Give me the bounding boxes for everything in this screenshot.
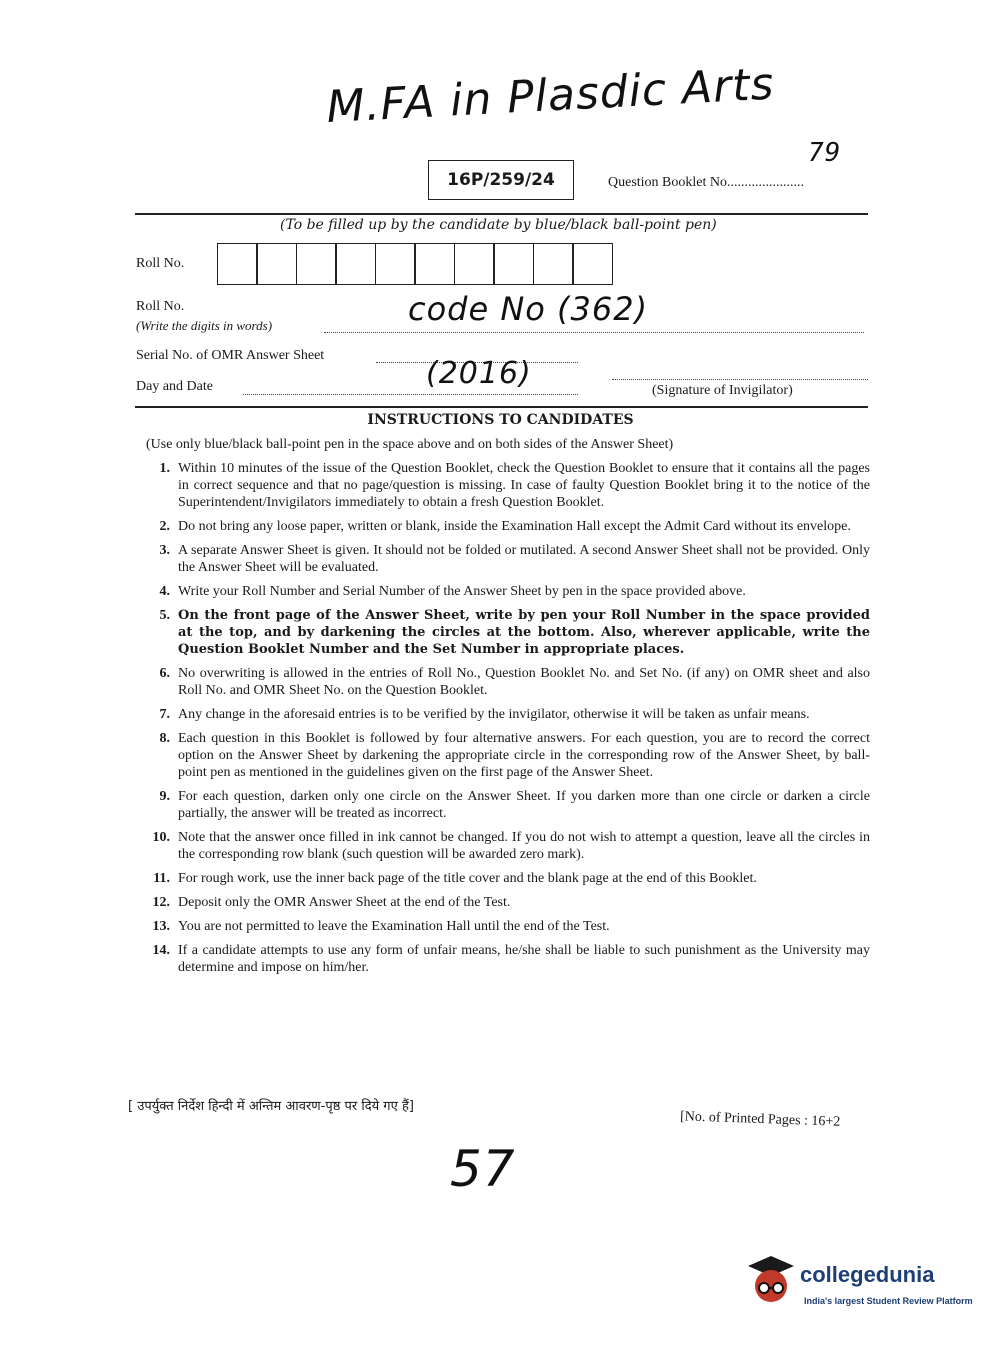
handwritten-title: M.FA in Plasdic Arts [325, 58, 776, 133]
roll-box[interactable] [335, 243, 376, 285]
instruction-text: Do not bring any loose paper, written or blank, inside the Examination Hall except the Admit Card without its envelope. [178, 519, 851, 534]
instruction-number: 10. [152, 830, 170, 845]
instruction-number: 1. [159, 461, 170, 476]
instruction-text: Write your Roll Number and Serial Number of the Answer Sheet by pen in the space provided above. [178, 584, 746, 599]
roll-box[interactable] [533, 243, 574, 285]
printed-pages: [No. of Printed Pages : 16+2 [679, 1109, 841, 1130]
instruction-number: 7. [159, 707, 170, 722]
signature-line[interactable] [612, 379, 868, 380]
instruction-number: 5. [159, 608, 170, 623]
top-rule [135, 213, 868, 215]
instruction-number: 12. [152, 895, 170, 910]
instruction-text: If a candidate attempts to use any form of unfair means, he/she shall be liable to such punishment as the University may determine and impose on him/her. [178, 943, 870, 975]
collegedunia-tagline: India's largest Student Review Platform [804, 1296, 973, 1306]
instruction-item [130, 730, 870, 781]
instruction-item [130, 542, 870, 576]
mid-rule [135, 406, 868, 408]
instruction-text: You are not permitted to leave the Examination Hall until the end of the Test. [178, 919, 610, 934]
serial-label: Serial No. of OMR Answer Sheet [136, 348, 325, 363]
instruction-item [130, 870, 870, 887]
roll-box[interactable] [493, 243, 534, 285]
instruction-number: 3. [159, 543, 170, 558]
instruction-item [130, 518, 870, 535]
roll-no-words-label: Roll No. [136, 299, 185, 314]
instruction-text: For each question, darken only one circle on the Answer Sheet. If you darken more than one circle or darken a circle partially, the answer will be treated as incorrect. [178, 789, 870, 821]
instructions-subtitle: (Use only blue/black ball-point pen in the space above and on both sides of the Answer Sheet) [146, 437, 674, 452]
instruction-item [130, 788, 870, 822]
instruction-number: 13. [152, 919, 170, 934]
roll-box[interactable] [414, 243, 455, 285]
instruction-number: 8. [159, 731, 170, 746]
instruction-item [130, 583, 870, 600]
instruction-text: Within 10 minutes of the issue of the Question Booklet, check the Question Booklet to ensure that it contains all the pages in correct sequence and that no page/question is missing. In case of faulty Question Booklet bring it to the notice of the Superintendent/Invigilators immediately to obtain a fresh Question Booklet. [178, 461, 870, 510]
instruction-text: Note that the answer once filled in ink cannot be changed. If you do not wish to attempt a question, leave all the circles in the corresponding row blank (such question will be awarded zero mark). [178, 830, 870, 862]
instruction-text: No overwriting is allowed in the entries of Roll No., Question Booklet No. and Set No. (if any) on OMR sheet and also Roll No. and OMR Sheet No. on the Question Booklet. [178, 666, 870, 698]
instruction-number: 6. [159, 666, 170, 681]
date-handwritten: (2016) [426, 356, 532, 391]
instruction-text: Deposit only the OMR Answer Sheet at the end of the Test. [178, 895, 511, 910]
fill-note: (To be filled up by the candidate by blue/black ball-point pen) [280, 217, 717, 233]
instruction-text: A separate Answer Sheet is given. It should not be folded or mutilated. A second Answer Sheet shall not be provided. Only the Answer Sheet will be evaluated. [178, 543, 870, 575]
instruction-number: 14. [152, 943, 170, 958]
roll-no-words-sub: (Write the digits in words) [136, 318, 273, 333]
roll-box[interactable] [296, 243, 337, 285]
instruction-item [130, 894, 870, 911]
instruction-number: 11. [153, 871, 170, 886]
roll-box[interactable] [375, 243, 416, 285]
instruction-item [130, 706, 870, 723]
handwritten-number: 79 [808, 138, 842, 168]
date-line[interactable] [243, 394, 578, 395]
instruction-text: Each question in this Booklet is followed by four alternative answers. For each question, you are to record the correct option on the Answer Sheet by darkening the appropriate circle in the corresponding row of the Answer Sheet, by ball-point pen as mentioned in the guidelines given on the first page of the Answer Sheet. [178, 731, 870, 780]
instruction-item [130, 607, 870, 658]
collegedunia-logo-text: collegedunia [800, 1262, 935, 1287]
roll-words-handwritten: code No (362) [408, 290, 649, 328]
instruction-item [130, 665, 870, 699]
instruction-number: 9. [159, 789, 170, 804]
collegedunia-mascot-icon [742, 1252, 800, 1310]
handwritten-57: 57 [450, 1140, 516, 1198]
instruction-item [130, 942, 870, 976]
instruction-text: On the front page of the Answer Sheet, write by pen your Roll Number in the space provided at the top, and by darkening the circles at the bottom. Also, wherever applicable, write the Question Booklet Number and the Set Number in appropriate places. [178, 608, 870, 657]
question-booklet-label: Question Booklet No...................... [608, 175, 804, 190]
signature-label: (Signature of Invigilator) [652, 383, 793, 398]
roll-words-line[interactable] [324, 332, 864, 333]
roll-box[interactable] [454, 243, 495, 285]
instruction-item [130, 918, 870, 935]
roll-no-boxes[interactable] [218, 243, 613, 285]
roll-box[interactable] [256, 243, 297, 285]
roll-box[interactable] [217, 243, 258, 285]
instruction-number: 2. [159, 519, 170, 534]
date-label: Day and Date [136, 379, 213, 394]
roll-no-label: Roll No. [136, 256, 185, 271]
roll-box[interactable] [572, 243, 613, 285]
instruction-number: 4. [159, 584, 170, 599]
instruction-text: Any change in the aforesaid entries is to be verified by the invigilator, otherwise it will be taken as unfair means. [178, 707, 810, 722]
booklet-code: 16P/259/24 [428, 160, 574, 200]
hindi-note: [ उपर्युक्त निर्देश हिन्दी में अन्तिम आवरण-पृष्ठ पर दिये गए हैं] [128, 1099, 414, 1114]
instruction-item [130, 460, 870, 511]
instruction-item [130, 829, 870, 863]
instruction-text: For rough work, use the inner back page of the title cover and the blank page at the end of this Booklet. [178, 871, 757, 886]
instructions-list [130, 460, 870, 983]
instructions-title: INSTRUCTIONS TO CANDIDATES [367, 412, 634, 428]
